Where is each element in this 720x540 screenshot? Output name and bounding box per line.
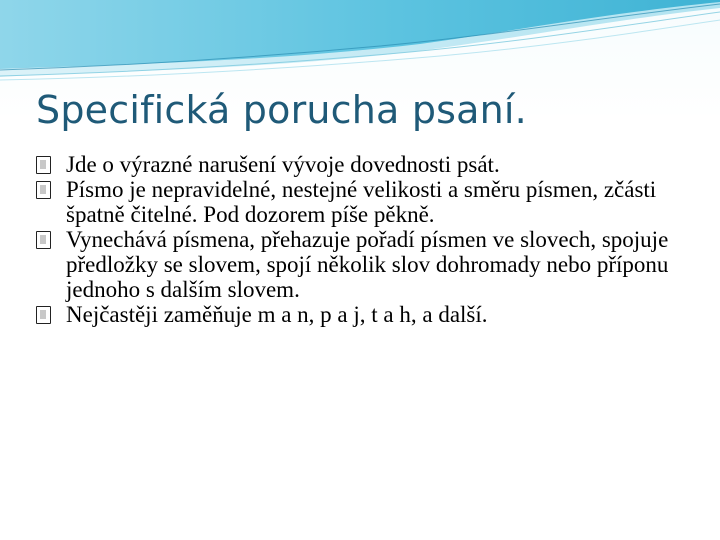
- bullet-text: Písmo je nepravidelné, nestejné velikosti a směru písmen, zčásti špatně čitelné. Pod dozorem píše pěkně.: [66, 177, 657, 227]
- header-wave-decoration: [0, 0, 720, 95]
- bullet-item: [36, 177, 686, 227]
- bullet-text: Jde o výrazné narušení vývoje dovednosti psát.: [66, 152, 500, 177]
- bullet-text: Vynechává písmena, přehazuje pořadí písmen ve slovech, spojuje předložky se slovem, spojí několik slov dohromady nebo příponu jednoho s dalším slovem.: [66, 227, 669, 302]
- missing-glyph-box-icon: [36, 181, 51, 199]
- missing-glyph-box-icon: [36, 231, 51, 249]
- missing-glyph-box-icon: [36, 306, 51, 324]
- bullet-list: [36, 152, 686, 327]
- bullet-item: [36, 152, 686, 177]
- bullet-text: Nejčastěji zaměňuje m a n, p a j, t a h, a další.: [66, 302, 488, 327]
- bullet-item: [36, 227, 686, 302]
- bullet-item: [36, 302, 686, 327]
- slide-title: Specifická porucha psaní.: [36, 88, 527, 132]
- missing-glyph-box-icon: [36, 156, 51, 174]
